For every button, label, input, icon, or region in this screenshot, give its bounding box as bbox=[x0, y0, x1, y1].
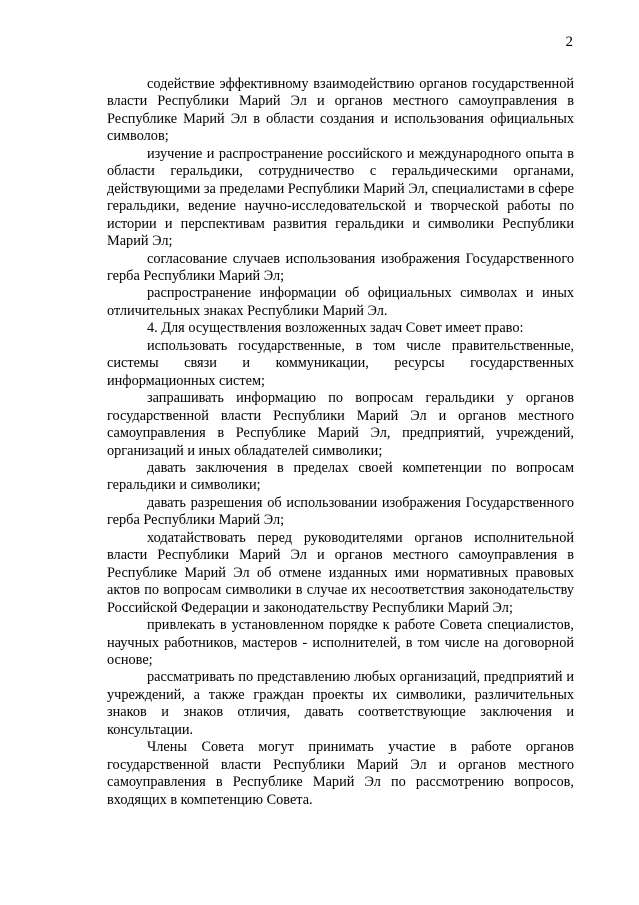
paragraph: содействие эффективному взаимодействию органов государственной власти Республики Марий Эл и органов местного самоуправления в Республике Марий Эл в области создания и использования официальных символов; bbox=[107, 76, 574, 145]
paragraph: согласование случаев использования изображения Государственного герба Республики Марий Эл; bbox=[107, 250, 574, 284]
paragraph: 4. Для осуществления возложенных задач Совет имеет право: bbox=[147, 320, 524, 337]
paragraph: рассматривать по представлению любых организаций, предприятий и учреждений, а также граждан проекты их символики, различительных знаков и знаков отличия, давать соответствующие заключения и консультации. bbox=[107, 669, 574, 738]
paragraph: распространение информации об официальных символах и иных отличительных знаках Республики Марий Эл. bbox=[107, 285, 574, 319]
paragraph: изучение и распространение российского и международного опыта в области геральдики, сотрудничество с геральдическими органами, действующими за пределами Республики Марий Эл, специалистами в сфере геральдики, ведение научно-исследовательской и творческой работы по истории и перспективам развития геральдики и символики Республики Марий Эл; bbox=[107, 145, 574, 250]
paragraph: давать разрешения об использовании изображения Государственного герба Республики Марий Эл; bbox=[107, 494, 574, 529]
paragraph: Члены Совета могут принимать участие в работе органов государственной власти Республики Марий Эл и органов местного самоуправления в Республике Марий Эл по рассмотрению вопросов, входящих в компетенцию Совета. bbox=[107, 739, 574, 808]
paragraph: использовать государственные, в том числе правительственные, системы связи и коммуникации, ресурсы государственных информационных систем; bbox=[107, 337, 574, 389]
paragraph: запрашивать информацию по вопросам геральдики у органов государственной власти Республики Марий Эл и органов местного самоуправления в Республике Марий Эл, предприятий, учреждений, организаций и иных обладателей символики; bbox=[107, 390, 574, 459]
paragraph: ходатайствовать перед руководителями органов исполнительной власти Республики Марий Эл и органов местного самоуправления в Республике Марий Эл об отмене изданных ими нормативных правовых актов по вопросам символики в случае их несоответствия законодательству Российской Федерации и законодательству Республики Марий Эл; bbox=[107, 529, 574, 616]
paragraph: давать заключения в пределах своей компетенции по вопросам геральдики и символики; bbox=[107, 459, 574, 494]
page-number: 2 bbox=[565, 34, 573, 50]
document-body bbox=[107, 76, 574, 809]
paragraph: привлекать в установленном порядке к работе Совета специалистов, научных работников, мастеров - исполнителей, в том числе на договорной основе; bbox=[107, 617, 574, 668]
